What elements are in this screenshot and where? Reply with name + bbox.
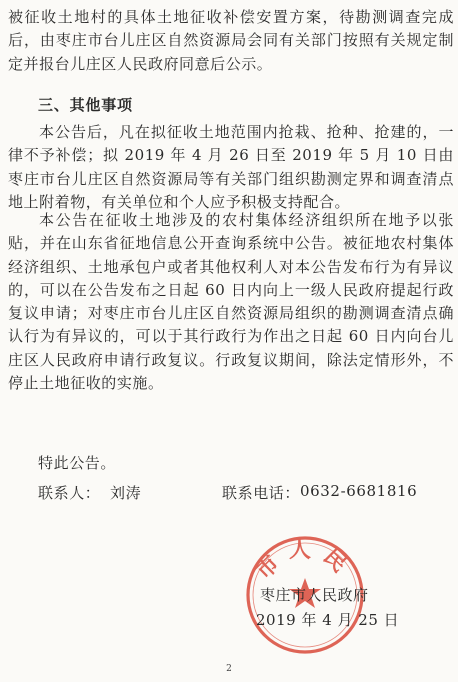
paragraph-compensation-plan: 被征收土地村的具体土地征收补偿安置方案，待勘测调查完成后，由枣庄市台儿庄区自然资源局会同有关部门按照有关规定制定并报台儿庄区人民政府同意后公示。 <box>8 8 454 73</box>
contact-label: 联系人： <box>38 484 101 502</box>
contact-row <box>38 482 448 504</box>
phone-label: 联系电话： <box>222 484 301 502</box>
contact-name: 刘涛 <box>110 484 142 502</box>
seal-text: 市人民 <box>250 537 360 585</box>
issuing-authority: 枣庄市人民政府 <box>260 586 369 604</box>
page-number: 2 <box>226 664 232 674</box>
svg-text:市人民 <box>251 537 360 584</box>
section-heading: 三、其他事项 <box>38 96 133 114</box>
paragraph-publication-and-appeal: 本公告在征收土地涉及的农村集体经济组织所在地予以张贴，并在山东省征地信息公开查询系统中公告。被征地农村集体经济组织、土地承包户或者其他权利人对本公告发布行为有异议的，可以在公告发布之日起 60 日内向上一级人民政府提起行政复议申请；对枣庄市台儿庄区自然资源局组织的勘测调查清点确认行为有异议的，可以于其行政行为作出之日起 60 日内向台儿庄区人民政府申请行政复议。行政复议期间，除法定情形外，不停止土地征收的实施。 <box>8 211 454 393</box>
closing-statement: 特此公告。 <box>38 454 117 472</box>
phone-number: 0632-6681816 <box>300 482 418 500</box>
paragraph-no-compensation: 本公告后，凡在拟征收土地范围内抢栽、抢种、抢建的，一律不予补偿；拟 2019 年 4 月 26 日至 2019 年 5 月 10 日由枣庄市台儿庄区自然资源局等有关部门组织勘测定界和调查清点地上附着物，有关单位和个人应予积极支持配合。 <box>8 123 454 211</box>
issue-date: 2019 年 4 月 25 日 <box>256 611 400 629</box>
